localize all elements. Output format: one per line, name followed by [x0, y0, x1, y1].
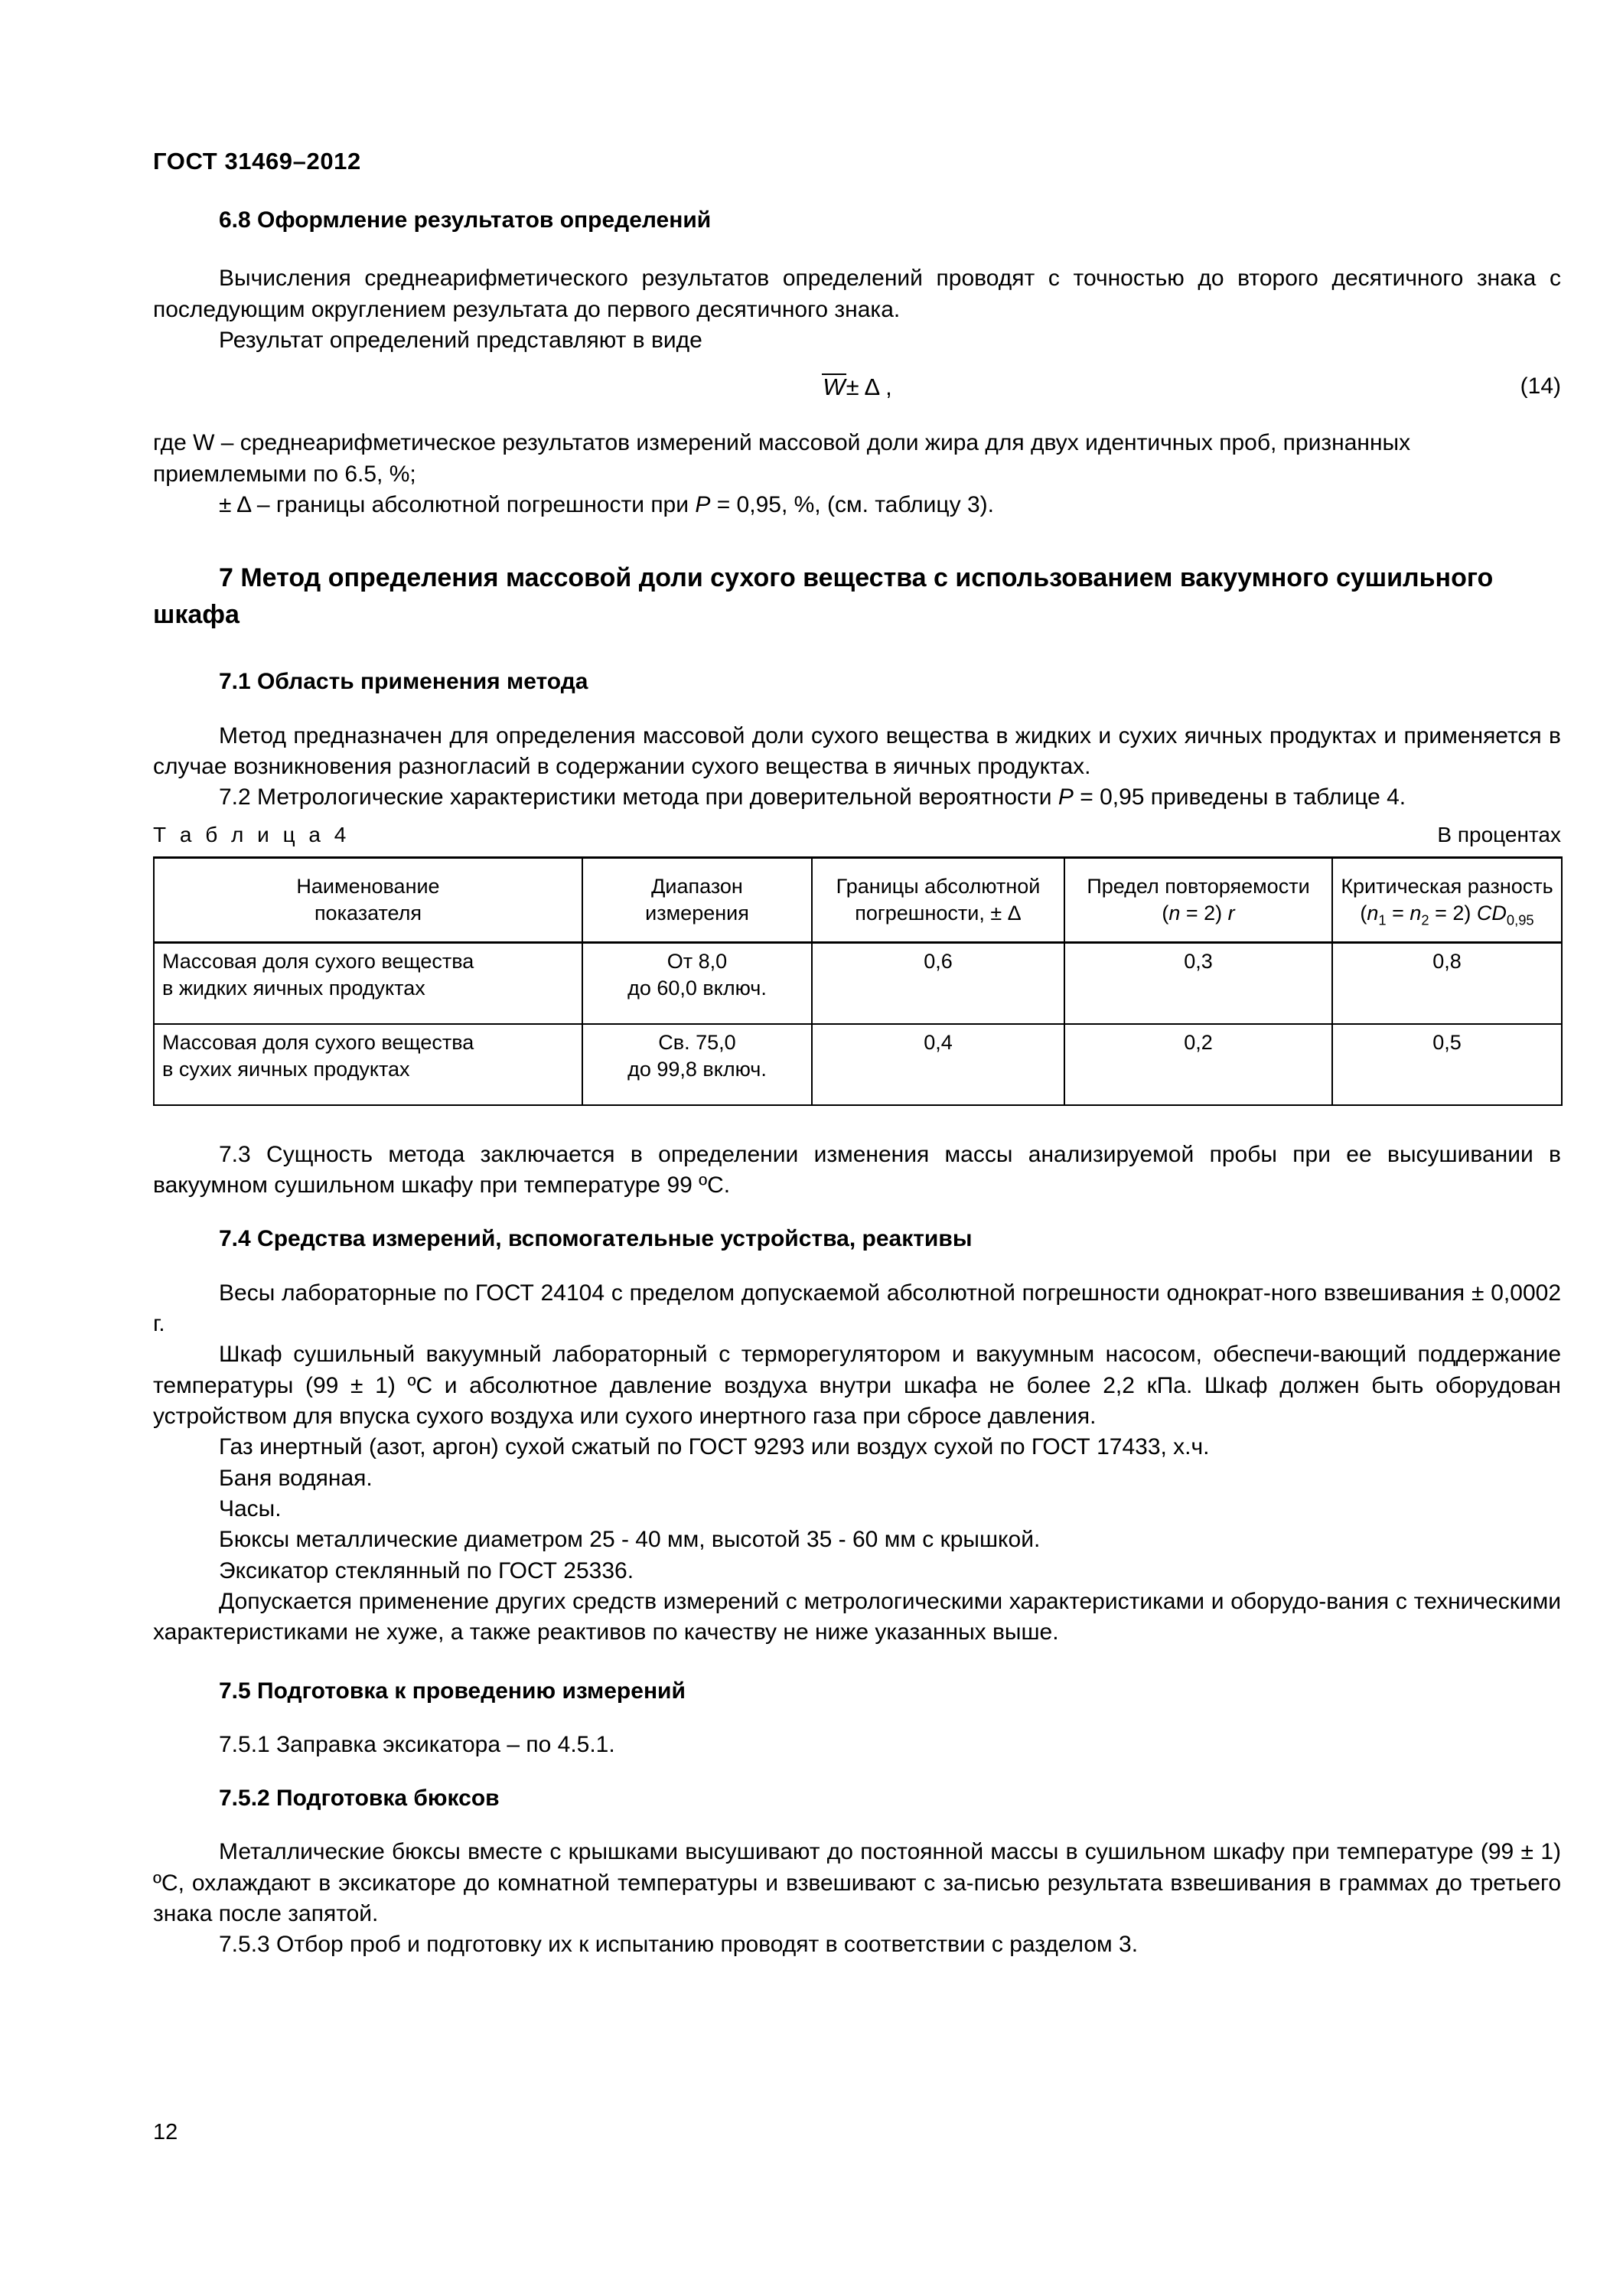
table-4-header-repeatability [1064, 857, 1332, 942]
paragraph-7-5-2-1: Металлические бюксы вместе с крышками высушивают до постоянной массы в сушильном шкафу при температуре (99 ± 1) ºС, охлаждают в эксикаторе до комнатной температуры и взвешивают с за-писью результата взвешивания в граммах до третьего знака после запятой. [153, 1839, 1561, 1927]
paragraph-7-4-3: Допускается применение других средств измерений с метрологическими характеристиками и оборудо-вания с техническими характеристиками не хуже, а также реактивов по качеству не ниже указанных выше. [153, 1588, 1561, 1645]
list-item-gas: Газ инертный (азот, аргон) сухой сжатый по ГОСТ 9293 или воздух сухой по ГОСТ 17433, х.ч. [219, 1434, 1210, 1460]
formula-14 [153, 371, 1561, 416]
section-heading-6-8: 6.8 Оформление результатов определений [219, 207, 712, 233]
paragraph-7-1-1: Метод предназначен для определения массовой доли сухого вещества в жидких и сухих яичных продуктах и применяется в случае возникновения разногласий в содержании сухого вещества в яичных продуктах. [153, 722, 1561, 779]
table-4-header-range-line2: измерения [645, 901, 749, 925]
paragraph-7-2-variable-p: P [1058, 784, 1074, 810]
list-item-desiccator: Эксикатор стеклянный по ГОСТ 25336. [219, 1557, 634, 1583]
paragraph-7-5-3: 7.5.3 Отбор проб и подготовку их к испытанию проводят в соответствии с разделом 3. [219, 1932, 1139, 1958]
table-4-row0-abs-error: 0,6 [812, 942, 1064, 1024]
table-4-row0-repeatability: 0,3 [1064, 942, 1332, 1024]
table-4-header-row [154, 857, 1562, 942]
where-delta-b: = 0,95, %, (см. таблицу 3). [710, 491, 994, 517]
cd-sub-2: 2 [1421, 912, 1429, 928]
table-4-row0-name-line2: в жидких яичных продуктах [162, 976, 425, 1000]
section-heading-7: 7 Метод определения массовой доли сухого вещества с использованием вакуумного сушильного шкафа [153, 563, 1494, 629]
formula-14-rest: ± Δ , [846, 373, 892, 401]
cd-symbol: CD [1476, 901, 1507, 925]
list-item-weighing-bottles: Бюксы металлические диаметром 25 - 40 мм, высотой 35 - 60 мм с крышкой. [219, 1527, 1041, 1553]
cd-sub-1: 1 [1378, 912, 1387, 928]
section-heading-7-5: 7.5 Подготовка к проведению измерений [219, 1678, 686, 1704]
table-row [154, 1024, 1562, 1105]
table-4-header-abs-error [812, 857, 1064, 942]
paragraph-7-4-2: Шкаф сушильный вакуумный лабораторный с терморегулятором и вакуумным насосом, обеспечи-вающий поддержание температуры (99 ± 1) ºС и абсолютное давление воздуха внутри шкафа не более 2,2 кПа. Шкаф должен быть оборудован устройством для впуска сухого воздуха или сухого инертного газа при сбросе давления. [153, 1342, 1561, 1429]
table-4-row1-name-line2: в сухих яичных продуктах [162, 1057, 410, 1081]
table-4-row1-repeatability: 0,2 [1064, 1024, 1332, 1105]
cd-symbol-sub: 0,95 [1506, 912, 1534, 928]
table-4 [153, 856, 1563, 1106]
table-4-header-critical-diff-line1: Критическая разность [1341, 874, 1553, 898]
cd-paren-open: ( [1360, 901, 1367, 925]
table-4-row1-critical-diff: 0,5 [1332, 1024, 1562, 1105]
paragraph-6-8-1: Вычисления среднеарифметического результатов определений проводят с точностью до второго десятичного знака с последующим округлением результата до первого десятичного знака. [153, 266, 1561, 322]
paragraph-7-2-a: 7.2 Метрологические характеристики метода при доверительной вероятности [219, 784, 1058, 810]
table-4-row0-critical-diff: 0,8 [1332, 942, 1562, 1024]
table-4-row0-name [154, 942, 582, 1024]
table-4-header-abs-error-line1: Границы абсолютной [836, 874, 1041, 898]
table-4-caption: Т а б л и ц а 4 [153, 822, 350, 846]
paragraph-7-4-1: Весы лабораторные по ГОСТ 24104 с пределом допускаемой абсолютной погрешности однократ-ного взвешивания ± 0,0002 г. [153, 1280, 1561, 1336]
table-4-row1-abs-error: 0,4 [812, 1024, 1064, 1105]
table-4-header-name [154, 857, 582, 942]
where-delta-a: ± Δ – границы абсолютной погрешности при [219, 491, 696, 517]
table-4-header-range [582, 857, 812, 942]
table-4-header-range-line1: Диапазон [651, 874, 743, 898]
table-4-row1-name-line1: Массовая доля сухого вещества [162, 1030, 474, 1054]
table-4-row0-range-line1: От 8,0 [666, 949, 728, 973]
table-4-caption-row [153, 823, 1561, 856]
where-rest: – среднеарифметическое результатов измерений массовой доли жира для двух идентичных проб, признанных приемлемыми по 6.5, %; [153, 430, 1411, 487]
list-item-clock: Часы. [219, 1495, 282, 1521]
table-4-row1-range [582, 1024, 812, 1105]
where-variable-p: P [695, 491, 711, 517]
table-4-row0-name-line1: Массовая доля сухого вещества [162, 949, 474, 973]
table-4-header-abs-error-line2: погрешности, ± Δ [855, 901, 1022, 925]
rep-symbol-r: r [1227, 901, 1235, 925]
table-4-header-repeatability-line2 [1071, 900, 1325, 927]
standard-header: ГОСТ 31469–2012 [153, 148, 361, 174]
formula-variable-w: W [823, 373, 846, 401]
where-variable-w: W [193, 430, 215, 456]
table-4-row1-name [154, 1024, 582, 1105]
table-4-row0-range [582, 942, 812, 1024]
table-4-row0-range-line2: до 60,0 включ. [627, 976, 767, 1000]
paragraph-7-2 [153, 782, 1561, 813]
list-item-water-bath: Баня водяная. [219, 1465, 373, 1491]
table-row [154, 942, 1562, 1024]
section-heading-7-5-2: 7.5.2 Подготовка бюксов [219, 1786, 500, 1812]
paragraph-6-8-2: Результат определений представляют в виде [219, 327, 702, 353]
paragraph-where-delta [153, 490, 1561, 520]
table-4-row1-range-line1: Св. 75,0 [658, 1030, 736, 1054]
cd-variable-n1: n [1367, 901, 1379, 925]
paragraph-7-2-b: = 0,95 приведены в таблице 4. [1073, 784, 1406, 810]
page-number: 12 [153, 2120, 178, 2144]
table-4-header-name-line1: Наименование [296, 874, 440, 898]
rep-eq-2: = 2) [1180, 901, 1228, 925]
formula-14-expression [153, 371, 1561, 403]
paragraph-7-3: 7.3 Сущность метода заключается в определении изменения массы анализируемой пробы при ее высушивании в вакуумном сушильном шкафу при температуре 99 ºС. [153, 1141, 1561, 1198]
table-4-header-name-line2: показателя [314, 901, 422, 925]
page-content [153, 205, 1561, 1961]
table-4-header-critical-diff-line2 [1339, 900, 1555, 927]
formula-14-number: (14) [1520, 373, 1561, 400]
paragraph-7-5-1: 7.5.1 Заправка эксикатора – по 4.5.1. [219, 1731, 615, 1757]
rep-paren-open: ( [1162, 901, 1169, 925]
section-heading-7-4: 7.4 Средства измерений, вспомогательные устройства, реактивы [219, 1226, 973, 1252]
section-heading-7-1: 7.1 Область применения метода [219, 669, 588, 695]
cd-eq-2: = 2) [1429, 901, 1477, 925]
cd-equals: = [1386, 901, 1410, 925]
paragraph-where-w [153, 428, 1561, 490]
table-4-units-note: В процентах [1437, 822, 1561, 846]
rep-variable-n: n [1168, 901, 1181, 925]
table-4-header-repeatability-line1: Предел повторяемости [1087, 874, 1310, 898]
cd-variable-n2: n [1410, 901, 1422, 925]
where-lead: где [153, 430, 194, 456]
table-4-row1-range-line2: до 99,8 включ. [627, 1057, 767, 1081]
table-4-header-critical-diff [1332, 857, 1562, 942]
